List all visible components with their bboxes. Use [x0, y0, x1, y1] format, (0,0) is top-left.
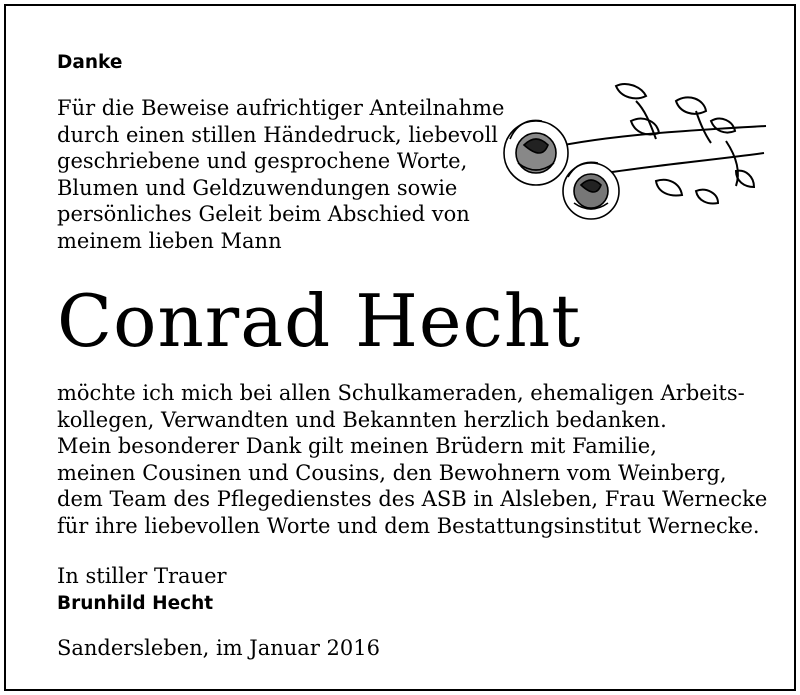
intro-line: persönliches Geleit beim Abschied von — [57, 202, 470, 226]
intro-line: meinem lieben Mann — [57, 228, 282, 253]
place-date: Sandersleben, im Januar 2016 — [57, 636, 380, 660]
intro-text — [57, 95, 504, 254]
body-line: möchte ich mich bei allen Schulkameraden, ehemaligen Arbeits- — [57, 381, 745, 405]
body-line: kollegen, Verwandten und Bekannten herzlich bedanken. — [57, 407, 667, 432]
intro-line: durch einen stillen Händedruck, liebevoll — [57, 122, 498, 147]
body-line: Mein besonderer Dank gilt meinen Brüdern mit Familie, — [57, 434, 657, 458]
body-line: für ihre liebevollen Worte und dem Bestattungsinstitut Wernecke. — [57, 513, 760, 538]
closing: In stiller Trauer — [57, 564, 227, 588]
heading: Danke — [57, 52, 123, 73]
notice-frame — [4, 4, 796, 691]
signatory: Brunhild Hecht — [57, 593, 214, 614]
intro-line: geschriebene und gesprochene Worte, — [57, 149, 468, 173]
body-line: dem Team des Pflegedienstes des ASB in Alsleben, Frau Wernecke — [57, 487, 768, 511]
body-line: meinen Cousinen und Cousins, den Bewohnern vom Weinberg, — [57, 460, 727, 485]
deceased-name: Conrad Hecht — [57, 279, 582, 363]
intro-line: Für die Beweise aufrichtiger Anteilnahme — [57, 96, 505, 120]
body-text — [57, 380, 767, 539]
roses-icon — [496, 81, 776, 231]
intro-line: Blumen und Geldzuwendungen sowie — [57, 175, 458, 200]
